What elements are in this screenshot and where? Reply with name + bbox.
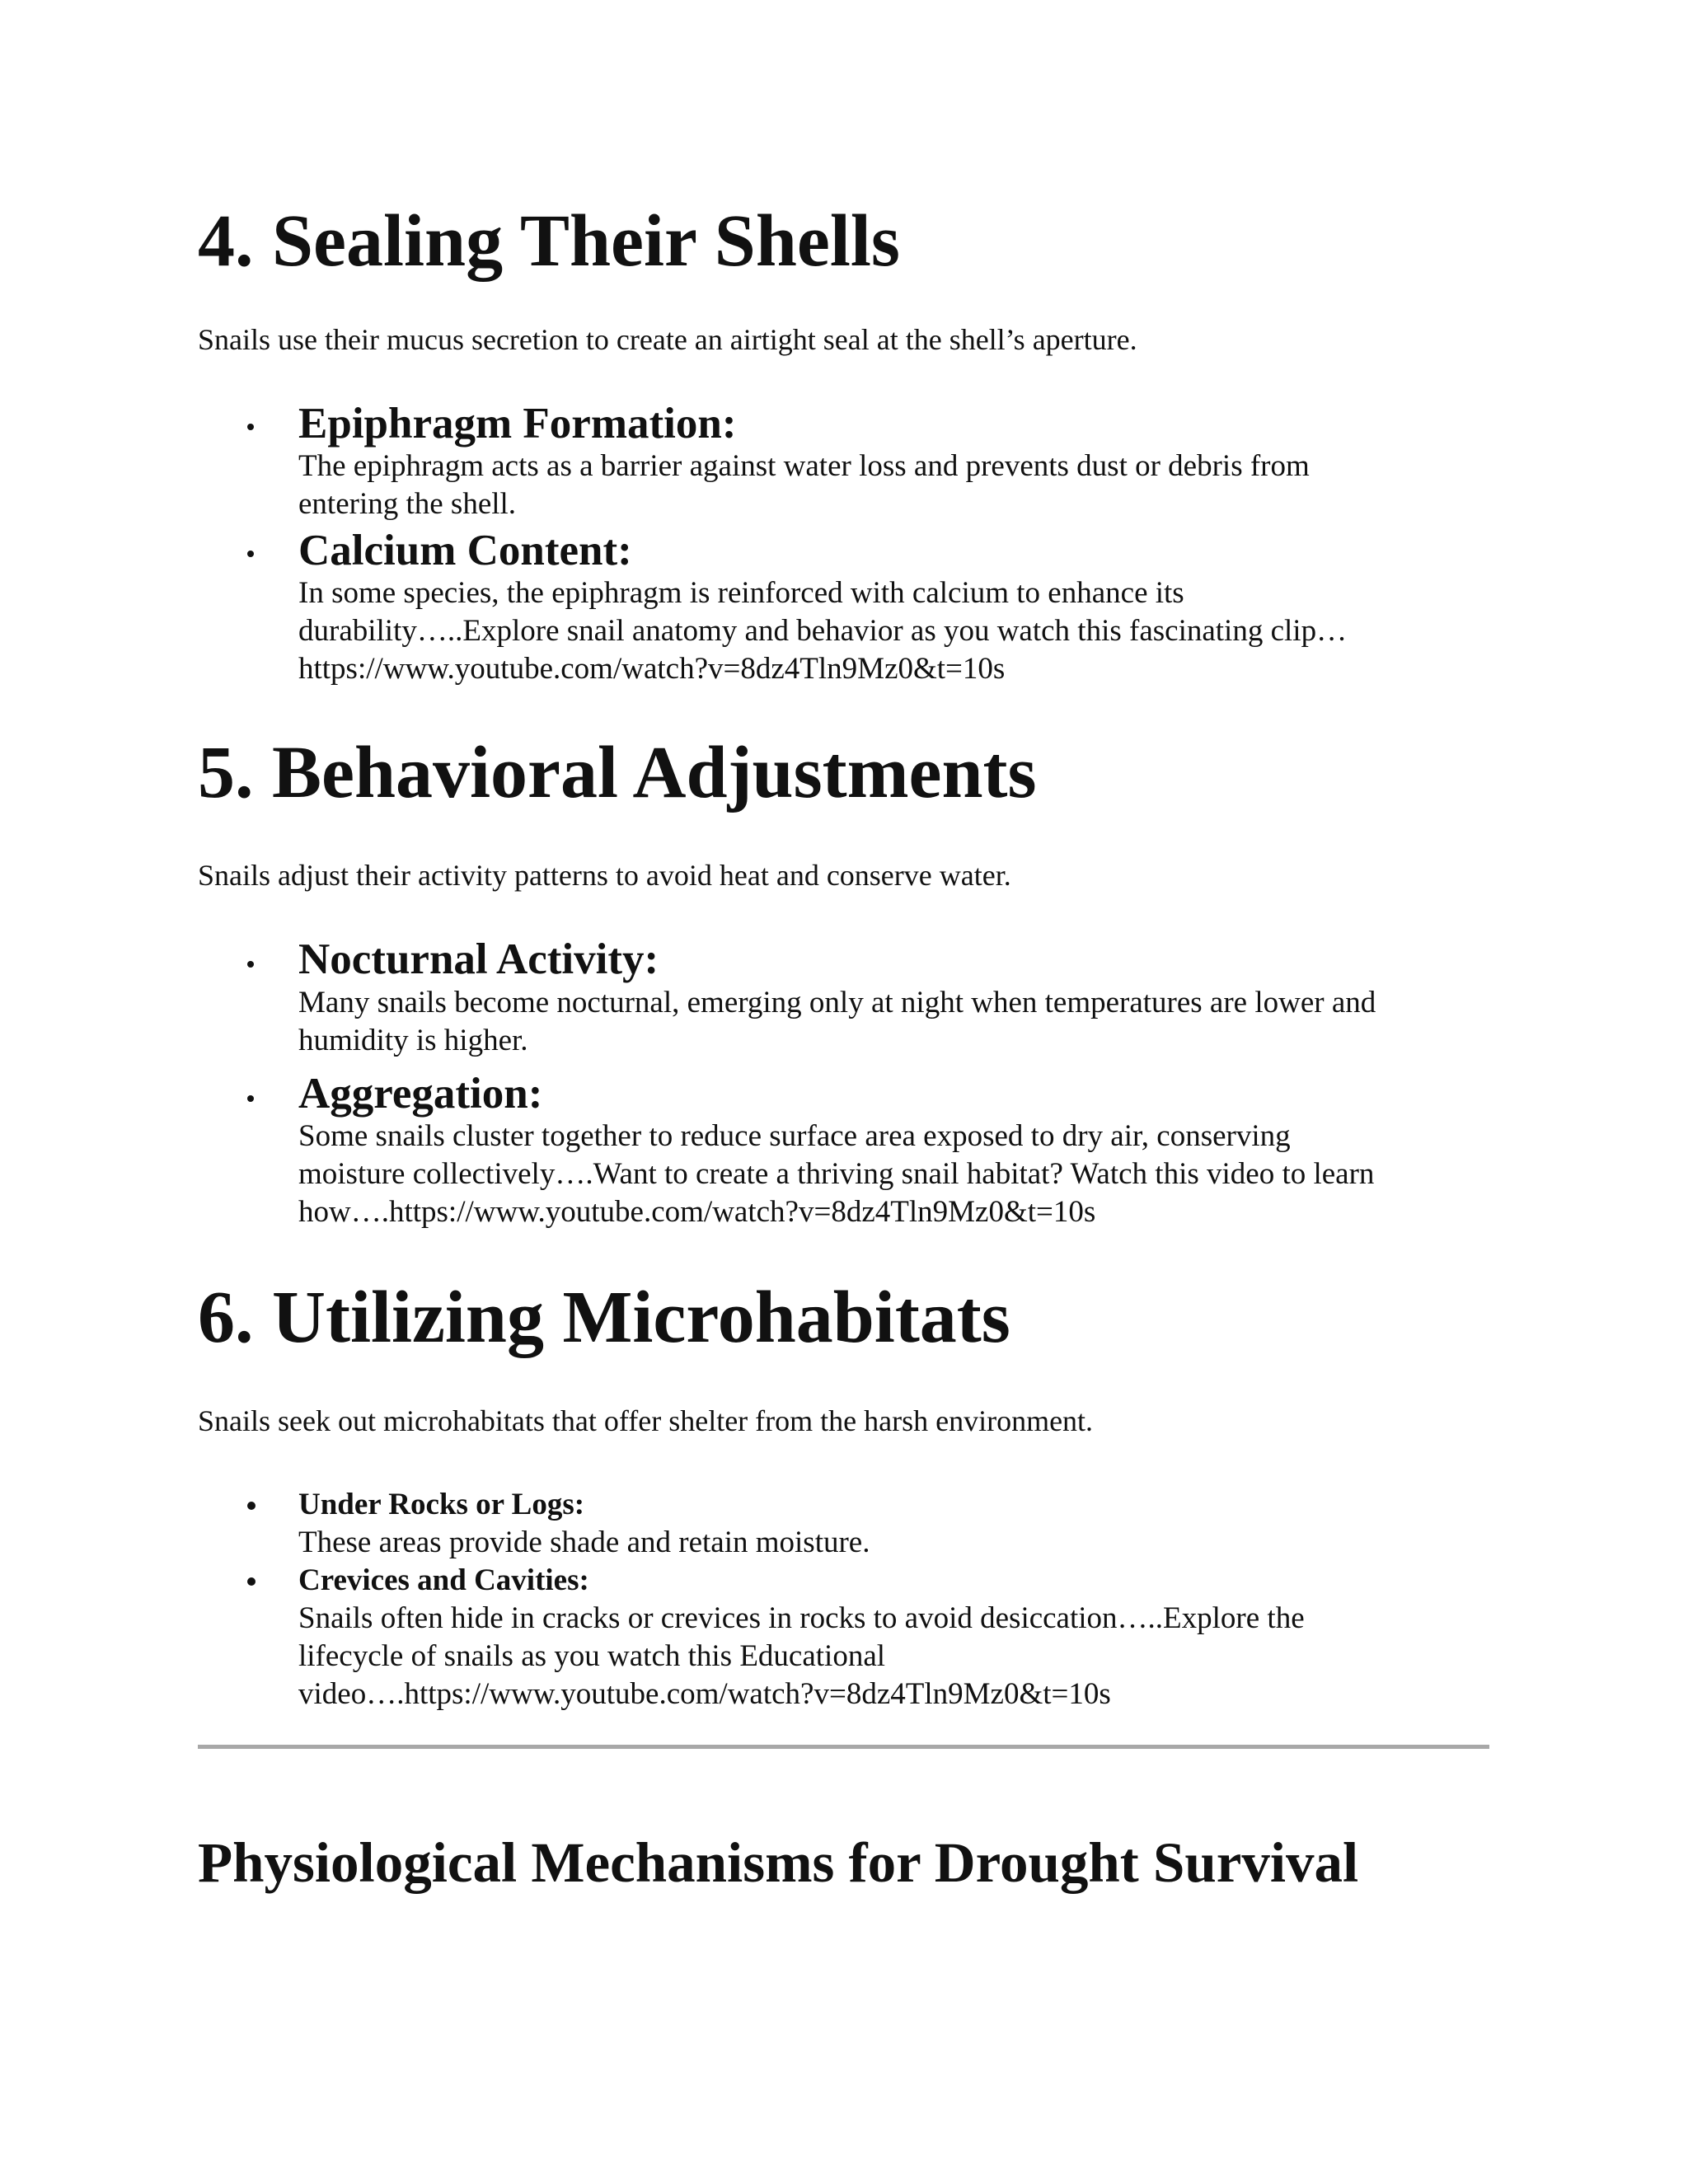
item-text-line: In some species, the epiphragm is reinforced with calcium to enhance its: [298, 576, 1184, 610]
section-heading: 4. Sealing Their Shells: [198, 200, 900, 282]
section-heading: 5. Behavioral Adjustments: [198, 732, 1037, 813]
bullet-icon: [247, 551, 254, 557]
bullet-icon: [247, 1502, 256, 1510]
item-text-line: durability…..Explore snail anatomy and behavior as you watch this fascinating clip…: [298, 614, 1348, 648]
item-text-line: entering the shell.: [298, 487, 517, 521]
section-intro: Snails use their mucus secretion to create an airtight seal at the shell’s aperture.: [198, 323, 1137, 356]
item-title: Under Rocks or Logs:: [298, 1488, 585, 1521]
item-link-line[interactable]: video….https://www.youtube.com/watch?v=8dz4Tln9Mz0&t=10s: [298, 1677, 1111, 1711]
item-title: Epiphragm Formation:: [298, 400, 737, 448]
bullet-icon: [247, 1577, 256, 1586]
item-title: Nocturnal Activity:: [298, 935, 659, 983]
item-text-line: Some snails cluster together to reduce surface area exposed to dry air, conserving: [298, 1119, 1291, 1153]
section-heading: 6. Utilizing Microhabitats: [198, 1277, 1010, 1358]
horizontal-divider: [198, 1745, 1489, 1749]
item-title: Crevices and Cavities:: [298, 1563, 589, 1597]
item-text-line: The epiphragm acts as a barrier against water loss and prevents dust or debris from: [298, 449, 1310, 483]
item-link-line[interactable]: how….https://www.youtube.com/watch?v=8dz4Tln9Mz0&t=10s: [298, 1195, 1096, 1229]
bullet-icon: [247, 424, 254, 430]
next-section-heading: Physiological Mechanisms for Drought Survival: [198, 1831, 1359, 1894]
item-text-line: lifecycle of snails as you watch this Educational: [298, 1639, 886, 1673]
item-text-line: moisture collectively….Want to create a thriving snail habitat? Watch this video to learn: [298, 1157, 1375, 1191]
item-text-line: Many snails become nocturnal, emerging only at night when temperatures are lower and: [298, 986, 1376, 1019]
bullet-icon: [247, 1095, 254, 1102]
item-text-line: humidity is higher.: [298, 1024, 528, 1057]
item-link-line[interactable]: https://www.youtube.com/watch?v=8dz4Tln9Mz0&t=10s: [298, 652, 1006, 686]
section-intro: Snails adjust their activity patterns to avoid heat and conserve water.: [198, 859, 1011, 892]
item-text-line: These areas provide shade and retain moisture.: [298, 1526, 870, 1559]
item-text-line: Snails often hide in cracks or crevices in rocks to avoid desiccation…..Explore the: [298, 1601, 1305, 1635]
item-title: Aggregation:: [298, 1070, 543, 1118]
item-title: Calcium Content:: [298, 527, 632, 574]
section-intro: Snails seek out microhabitats that offer shelter from the harsh environment.: [198, 1404, 1094, 1437]
bullet-icon: [247, 961, 254, 968]
